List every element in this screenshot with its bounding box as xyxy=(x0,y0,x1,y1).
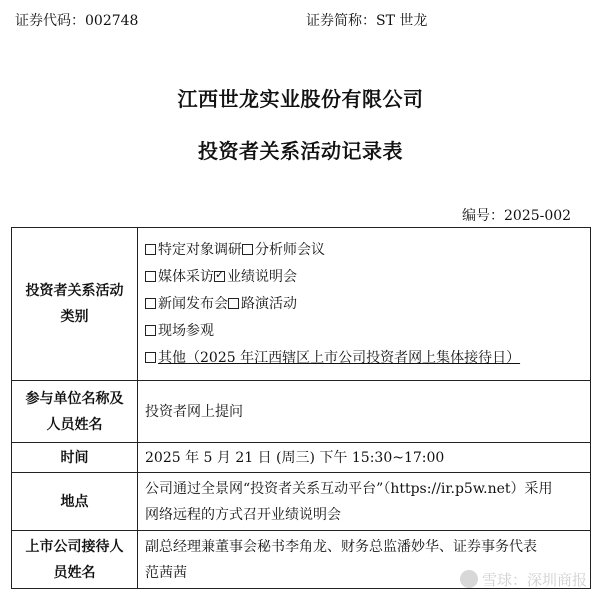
option-label: 业绩说明会 xyxy=(227,268,297,285)
option-line xyxy=(145,237,590,264)
value-line: 公司通过全景网“投资者关系互动平台”（https://ir.p5w.net）采用 xyxy=(145,480,553,497)
participants-label xyxy=(12,381,138,443)
label-line: 上市公司接待人 xyxy=(25,538,124,555)
table-row xyxy=(12,443,591,473)
label-line: 投资者关系活动 xyxy=(25,283,124,299)
document-title: 投资者关系活动记录表 xyxy=(198,139,403,163)
table-row xyxy=(12,381,591,443)
watermark-text: 雪球：深圳商报 xyxy=(481,571,587,589)
label-line: 员姓名 xyxy=(53,564,96,581)
option-label: 分析师会议 xyxy=(255,241,325,258)
time-value: 2025 年 5 月 21 日 (周三) 下午 15:30~17:00 xyxy=(138,443,591,473)
label-line: 类别 xyxy=(60,309,89,325)
value-line: 副总经理兼董事会秘书李角龙、财务总监潘妙华、证券事务代表 xyxy=(145,538,537,555)
record-table xyxy=(11,227,591,589)
stock-abbreviation: 证券简称：ST 世龙 xyxy=(306,13,428,29)
value-line: 范茜茜 xyxy=(145,564,187,581)
stock-code: 证券代码：002748 xyxy=(15,13,139,29)
checkbox-empty-icon[interactable] xyxy=(145,352,156,363)
company-title: 江西世龙实业股份有限公司 xyxy=(177,87,424,111)
option-label: 现场参观 xyxy=(158,322,214,339)
option-line xyxy=(145,264,590,291)
participants-value: 投资者网上提问 xyxy=(138,381,591,443)
snowball-logo-icon xyxy=(460,570,478,588)
checkbox-empty-icon[interactable] xyxy=(145,271,156,282)
checkbox-empty-icon[interactable] xyxy=(145,325,156,336)
label-line: 参与单位名称及 xyxy=(25,390,124,407)
table-row xyxy=(12,228,591,381)
checkbox-checked-icon[interactable] xyxy=(214,271,225,282)
option-line xyxy=(145,318,590,345)
label-line: 人员姓名 xyxy=(46,416,103,433)
value-line: 网络远程的方式召开业绩说明会 xyxy=(145,506,341,523)
option-label: 新闻发布会 xyxy=(158,295,228,312)
checkbox-empty-icon[interactable] xyxy=(145,298,156,309)
checkbox-empty-icon[interactable] xyxy=(242,244,253,255)
checkbox-empty-icon[interactable] xyxy=(228,298,239,309)
option-label: 路演活动 xyxy=(241,295,297,312)
option-label: 特定对象调研 xyxy=(158,241,242,258)
option-label: 媒体采访 xyxy=(158,268,214,285)
option-line xyxy=(145,291,590,318)
place-value xyxy=(138,473,591,531)
table-row xyxy=(12,473,591,531)
time-label: 时间 xyxy=(12,443,138,473)
option-line xyxy=(145,345,590,372)
reception-label xyxy=(12,531,138,589)
checkbox-empty-icon[interactable] xyxy=(145,244,156,255)
activity-type-options xyxy=(138,228,591,381)
watermark xyxy=(460,569,587,590)
option-label: 其他（2025 年江西辖区上市公司投资者网上集体接待日） xyxy=(158,349,521,366)
place-label: 地点 xyxy=(12,473,138,531)
serial-number: 编号：2025-002 xyxy=(462,208,572,224)
activity-type-label xyxy=(12,228,138,381)
